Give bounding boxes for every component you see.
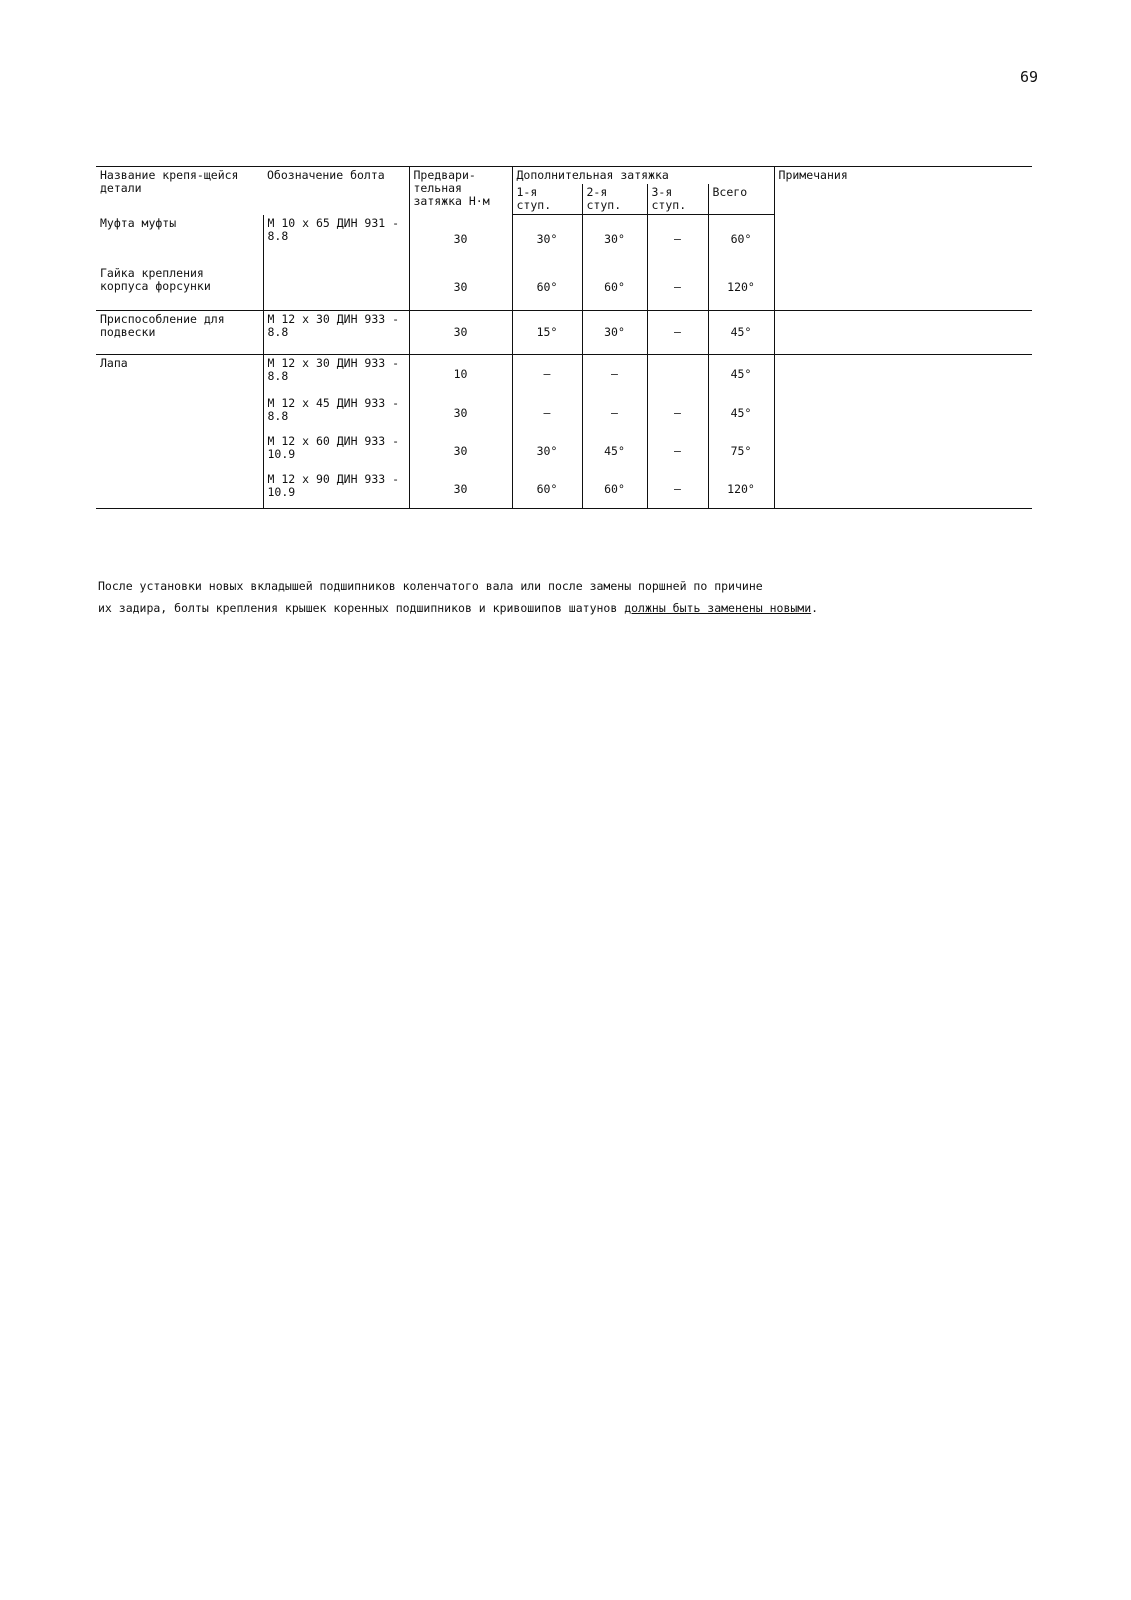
cell-bolt xyxy=(263,265,409,311)
cell-stage-3: — xyxy=(647,395,708,433)
header-detail: Название крепя-щейся детали xyxy=(96,167,263,215)
cell-preliminary: 30 xyxy=(409,265,512,311)
footnote-line-2-start: их задира, болты крепления крышек коренных подшипников и кривошипов шатунов xyxy=(98,601,625,615)
cell-stage-2: 60° xyxy=(582,265,647,311)
header-stage-3: 3-я ступ. xyxy=(647,184,708,215)
cell-stage-1: 30° xyxy=(512,215,582,265)
cell-detail xyxy=(96,395,263,433)
cell-stage-3: — xyxy=(647,433,708,471)
cell-total: 75° xyxy=(708,433,774,471)
cell-detail: Муфта муфты xyxy=(100,215,177,230)
cell-bolt: М 12 х 60 ДИН 933 - 10.9 xyxy=(263,433,409,471)
cell-preliminary: 10 xyxy=(409,355,512,395)
cell-notes xyxy=(774,311,1032,355)
table-row xyxy=(96,433,1032,471)
cell-preliminary: 30 xyxy=(409,215,512,265)
table-row xyxy=(96,311,1032,355)
footnote xyxy=(98,575,1038,619)
cell-stage-2: 45° xyxy=(582,433,647,471)
header-stage-2: 2-я ступ. xyxy=(582,184,647,215)
footnote-emphasis: должны быть заменены новыми xyxy=(624,601,812,615)
cell-bolt: М 12 х 45 ДИН 933 - 8.8 xyxy=(263,395,409,433)
cell-detail: Лапа xyxy=(96,355,263,395)
cell-stage-2: 60° xyxy=(582,471,647,509)
cell-stage-3: — xyxy=(647,265,708,311)
cell-notes xyxy=(774,395,1032,433)
cell-notes xyxy=(774,433,1032,471)
cell-stage-1: — xyxy=(512,355,582,395)
header-bolt: Обозначение болта xyxy=(263,167,409,215)
header-stage-1: 1-я ступ. xyxy=(512,184,582,215)
cell-stage-1: 60° xyxy=(512,265,582,311)
table-row xyxy=(96,355,1032,395)
table-row xyxy=(96,471,1032,509)
cell-notes xyxy=(774,215,1032,265)
footnote-line-2-end: . xyxy=(811,601,819,615)
cell-stage-1: 15° xyxy=(512,311,582,355)
cell-bolt: М 12 х 30 ДИН 933 - 8.8 xyxy=(263,355,409,395)
cell-total: 120° xyxy=(708,471,774,509)
cell-notes xyxy=(774,471,1032,509)
cell-bolt: М 10 х 65 ДИН 931 - 8.8 xyxy=(263,215,409,265)
footnote-line-1: После установки новых вкладышей подшипников коленчатого вала или после замены поршней по причине xyxy=(98,579,763,593)
cell-stage-2: 30° xyxy=(582,215,647,265)
cell-preliminary: 30 xyxy=(409,311,512,355)
header-notes: Примечания xyxy=(774,167,1032,215)
cell-detail: Гайка крепления корпуса форсунки xyxy=(100,265,211,293)
cell-bolt: М 12 х 30 ДИН 933 - 8.8 xyxy=(263,311,409,355)
cell-stage-3: — xyxy=(647,311,708,355)
cell-preliminary: 30 xyxy=(409,395,512,433)
cell-total: 60° xyxy=(708,215,774,265)
cell-stage-2: — xyxy=(582,395,647,433)
cell-notes xyxy=(774,355,1032,395)
cell-preliminary: 30 xyxy=(409,433,512,471)
cell-detail: Приспособление для подвески xyxy=(96,311,263,355)
cell-stage-3: — xyxy=(647,471,708,509)
cell-bolt: М 12 х 90 ДИН 933 - 10.9 xyxy=(263,471,409,509)
header-additional: Дополнительная затяжка xyxy=(512,167,774,185)
tightening-table xyxy=(96,166,1032,509)
cell-detail xyxy=(96,471,263,509)
cell-stage-2: — xyxy=(582,355,647,395)
cell-preliminary: 30 xyxy=(409,471,512,509)
cell-stage-1: 30° xyxy=(512,433,582,471)
cell-stage-2: 30° xyxy=(582,311,647,355)
cell-total: 45° xyxy=(708,355,774,395)
cell-detail xyxy=(96,433,263,471)
cell-stage-3 xyxy=(647,355,708,395)
cell-notes xyxy=(774,265,1032,311)
cell-total: 120° xyxy=(708,265,774,311)
header-total: Всего xyxy=(708,184,774,215)
cell-total: 45° xyxy=(708,311,774,355)
table-row xyxy=(96,215,1032,265)
page-number: 69 xyxy=(1020,68,1039,86)
table-row xyxy=(96,265,1032,311)
cell-stage-1: — xyxy=(512,395,582,433)
cell-stage-1: 60° xyxy=(512,471,582,509)
header-preliminary: Предвари-тельная затяжка Н·м xyxy=(409,167,512,215)
cell-stage-3: — xyxy=(647,215,708,265)
table-row xyxy=(96,395,1032,433)
cell-total: 45° xyxy=(708,395,774,433)
